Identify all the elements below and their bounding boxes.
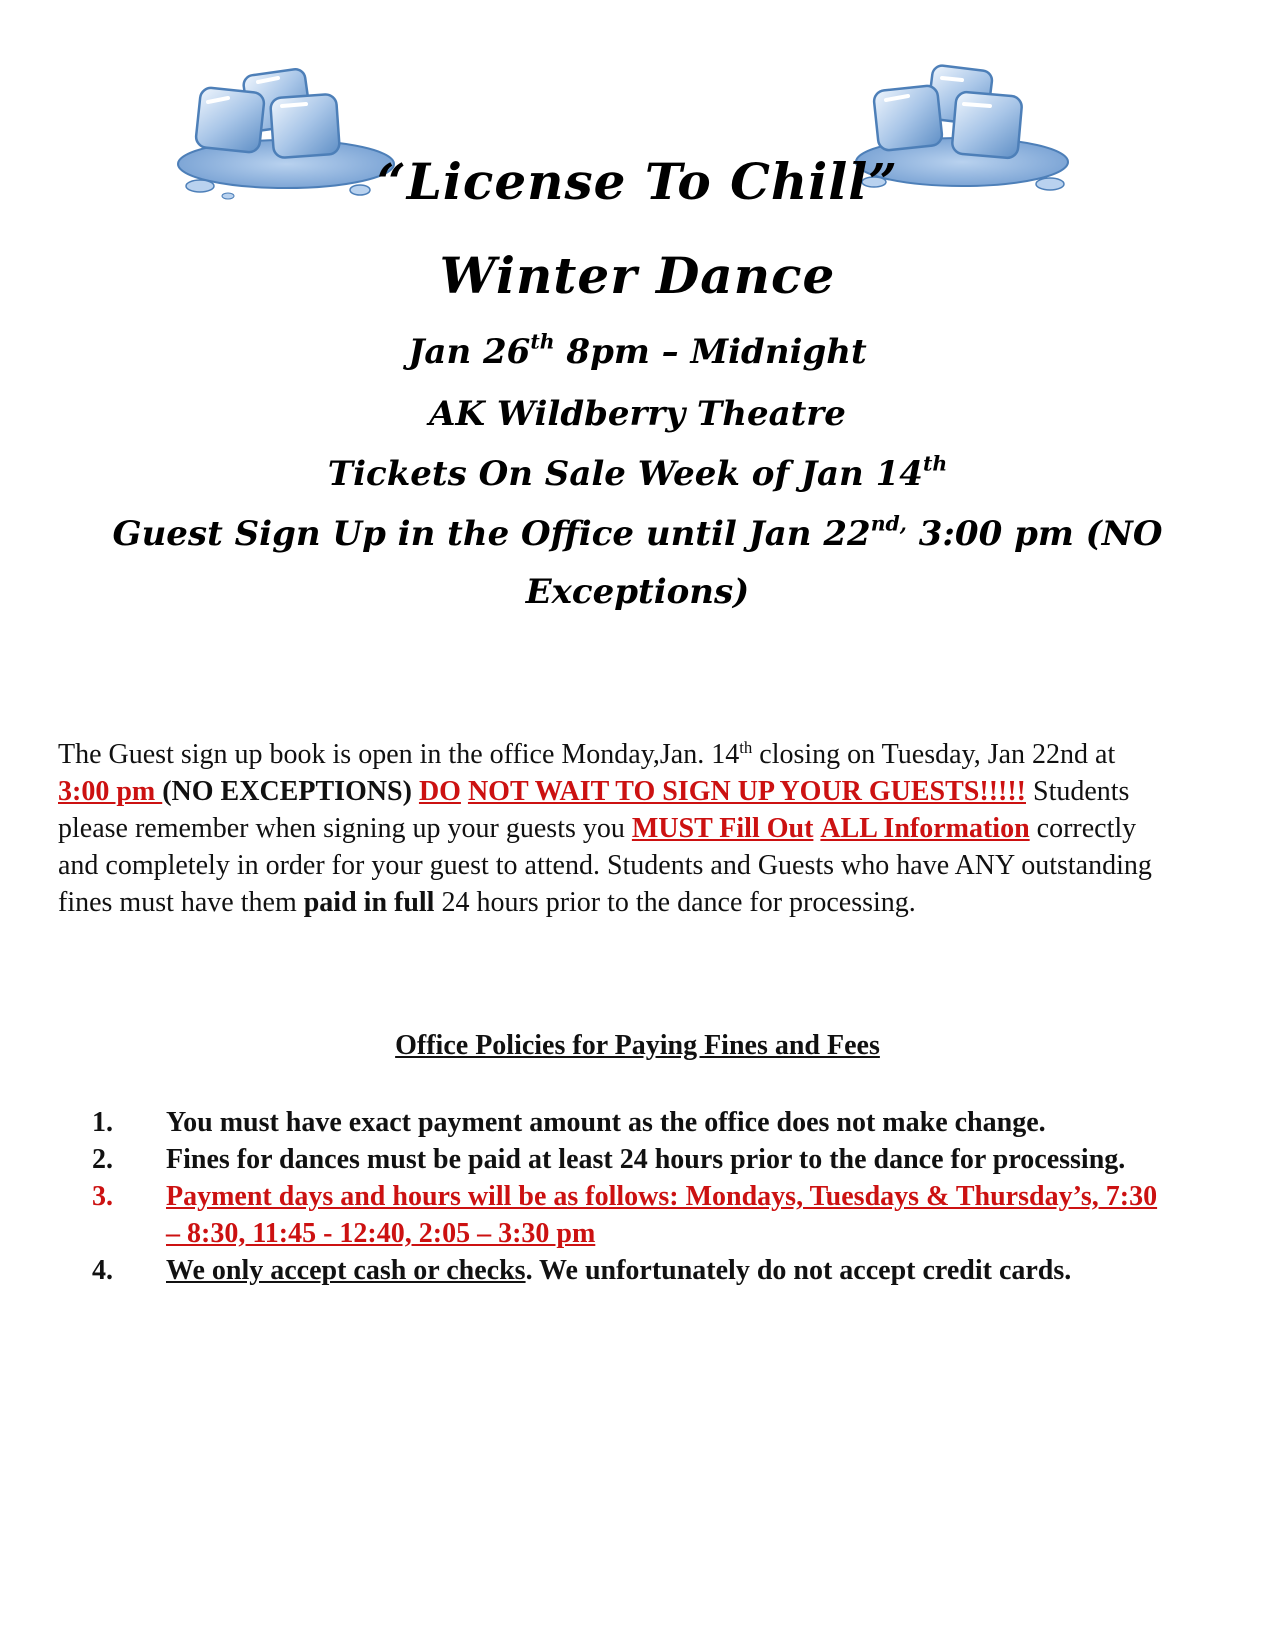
event-date-suffix: th (530, 329, 555, 354)
para-suffix: th (739, 737, 753, 757)
guest-signup-text: Guest Sign Up in the Office until Jan 22 (112, 514, 871, 554)
guest-signup-line-2: Exceptions) (525, 572, 750, 612)
flyer-subtitle: Winter Dance (439, 246, 836, 305)
para-text: correctly and completely in order for your guest to attend. Students and Guests who have ANY outstanding fines must have them (58, 813, 1152, 918)
policies-list (92, 1104, 1172, 1289)
event-date (0, 329, 1275, 372)
guest-signup-time: 3:00 pm (NO (906, 514, 1163, 554)
payment-methods-text: We only accept cash or checks (166, 1255, 526, 1286)
requirement-highlight: MUST Fill Out (631, 813, 814, 844)
list-number: 1. (92, 1107, 113, 1138)
ticket-sale-line (0, 451, 1275, 494)
list-item (92, 1252, 1172, 1289)
requirement-highlight: ALL Information (820, 813, 1030, 844)
list-item (92, 1104, 1172, 1141)
para-text: Students please remember when signing up your guests you (58, 776, 1130, 844)
event-date-main: Jan 26 (408, 332, 531, 372)
list-item (92, 1141, 1172, 1178)
list-item (92, 1178, 1172, 1252)
list-text: Fines for dances must be paid at least 24 hours prior to the dance for processing. (166, 1144, 1126, 1175)
credit-card-note: . We unfortunately do not accept credit cards. (525, 1255, 1072, 1286)
ticket-sale-suffix: th (922, 451, 948, 476)
flyer-title: “License To Chill” (376, 152, 898, 211)
list-number: 2. (92, 1144, 113, 1175)
event-venue: AK Wildberry Theatre (429, 394, 846, 434)
list-text: You must have exact payment amount as the office does not make change. (166, 1107, 1046, 1138)
guest-info-paragraph (58, 736, 1168, 921)
ticket-sale-text: Tickets On Sale Week of Jan 14 (327, 454, 923, 494)
para-text: 24 hours prior to the dance for processing. (434, 887, 916, 918)
deadline-highlight: 3:00 pm (58, 776, 163, 807)
event-time: 8pm – Midnight (554, 332, 867, 372)
list-number: 3. (92, 1181, 113, 1212)
policies-heading: Office Policies for Paying Fines and Fees (395, 1030, 880, 1061)
para-text: The Guest sign up book is open in the office Monday,Jan. 14 (58, 739, 740, 770)
para-text: (NO EXCEPTIONS) (162, 776, 419, 807)
list-text: Payment days and hours will be as follows: Mondays, Tuesdays & Thursday’s, 7:30 – 8:30, 11:45 - 12:40, 2:05 – 3:30 pm (166, 1181, 1158, 1249)
para-text: closing on Tuesday, Jan 22nd at (752, 739, 1116, 770)
paid-in-full-text: paid in full (303, 887, 435, 918)
guest-signup-suffix: nd, (870, 511, 907, 536)
guest-signup-line (0, 511, 1275, 554)
list-text (166, 1255, 1071, 1286)
list-number: 4. (92, 1255, 113, 1286)
warning-highlight: NOT WAIT TO SIGN UP YOUR GUESTS!!!!! (467, 776, 1026, 807)
warning-highlight: DO (418, 776, 461, 807)
para-text (461, 776, 468, 807)
